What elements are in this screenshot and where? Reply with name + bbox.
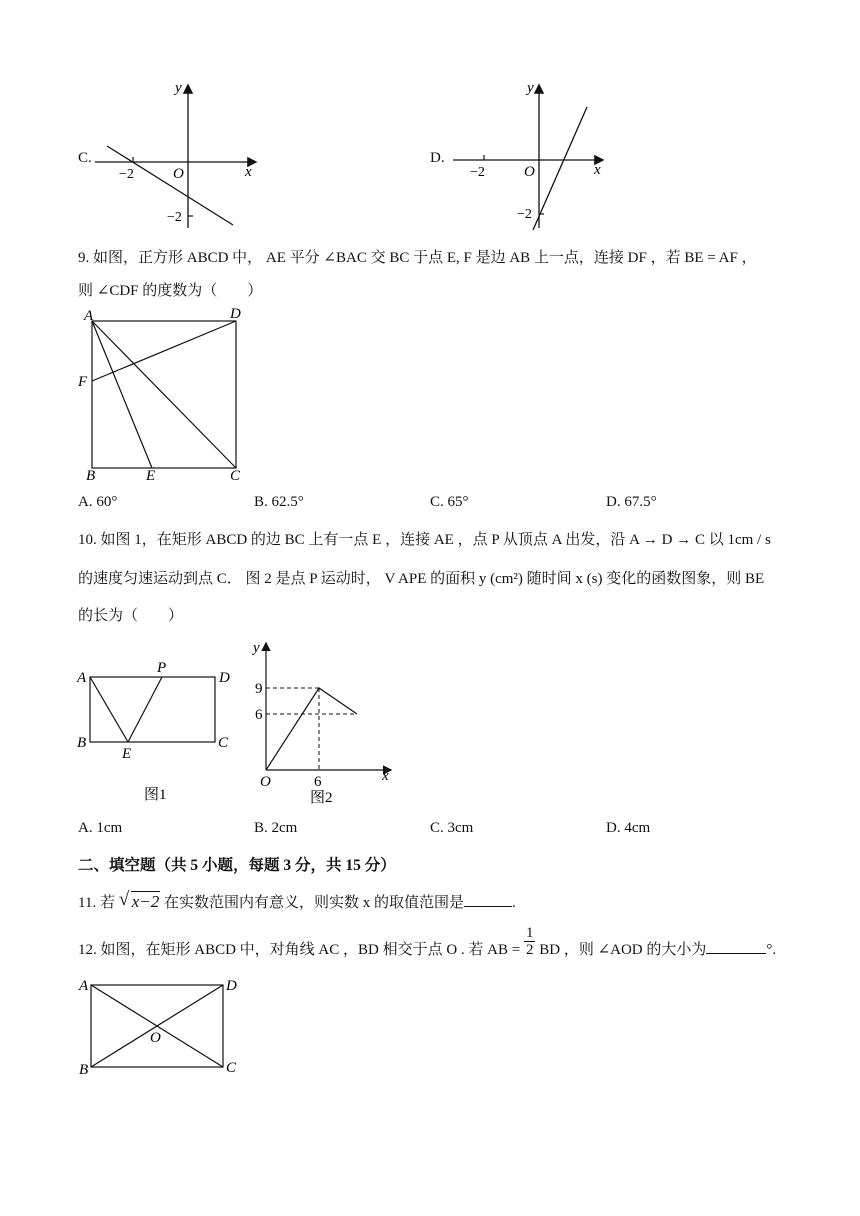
q10-option-c[interactable]: C. 3cm xyxy=(430,820,474,836)
section-2-title: 二、填空题（共 5 小题，每题 3 分，共 15 分） xyxy=(78,857,396,874)
q10-figure-2-graph xyxy=(252,636,397,806)
q12-rectangle-figure xyxy=(76,974,246,1080)
q11-line xyxy=(78,891,516,912)
q10-figure-1 xyxy=(76,656,246,806)
q12-end: °. xyxy=(766,942,777,958)
fraction-numerator: 1 xyxy=(525,925,534,942)
q9-text-line2: 则 ∠CDF 的度数为（ ） xyxy=(78,283,263,299)
x-label: x xyxy=(594,162,601,178)
option-c-label: C. xyxy=(78,150,92,166)
q11-radicand: x−2 xyxy=(131,892,160,911)
x-label: x xyxy=(382,768,389,784)
tick-y-6: 6 xyxy=(255,707,263,723)
x-label: x xyxy=(245,164,252,180)
point-d-label: D xyxy=(230,306,241,322)
point-c-label: C xyxy=(218,735,229,751)
segment-pe xyxy=(128,677,162,742)
graph-option-c xyxy=(95,78,270,233)
q9-square-figure xyxy=(76,302,256,482)
area-function-line xyxy=(266,688,357,770)
tick-y-label: −2 xyxy=(167,210,182,225)
q11-prefix: 11. 若 xyxy=(78,895,115,911)
q12-line xyxy=(78,925,777,959)
q9-option-b[interactable]: B. 62.5° xyxy=(254,494,304,510)
tick-x-label: −2 xyxy=(470,165,485,180)
point-a-label: A xyxy=(77,670,87,686)
point-f-label: F xyxy=(78,374,88,390)
point-d-label: D xyxy=(226,978,237,994)
q10-option-b[interactable]: B. 2cm xyxy=(254,820,298,836)
q10-text-line1: 10. 如图 1，在矩形 ABCD 的边 BC 上有一点 E ，连接 AE ，点 P 从顶点 A 出发，沿 A → D → C 以 1cm / s xyxy=(78,532,771,548)
q10-option-d[interactable]: D. 4cm xyxy=(606,820,651,836)
q10-text-line3: 的长为（ ） xyxy=(78,608,184,624)
q11-end: . xyxy=(512,895,516,911)
graph-option-d xyxy=(450,78,615,238)
q12-mid: BD ，则 ∠AOD 的大小为 xyxy=(539,942,707,958)
q10-option-a[interactable]: A. 1cm xyxy=(78,820,123,836)
point-d-label: D xyxy=(219,670,230,686)
figure-2-caption: 图2 xyxy=(310,790,333,806)
point-b-label: B xyxy=(77,735,87,751)
point-a-label: A xyxy=(84,308,94,324)
point-e-label: E xyxy=(146,468,156,482)
function-line xyxy=(533,107,587,230)
q9-option-d[interactable]: D. 67.5° xyxy=(606,494,657,510)
y-label: y xyxy=(253,640,260,656)
segment-ae xyxy=(92,321,152,468)
fraction-denominator: 2 xyxy=(525,942,534,959)
point-c-label: C xyxy=(230,468,241,482)
q12-answer-blank[interactable] xyxy=(706,939,766,954)
q9-text-line1: 9. 如图，正方形 ABCD 中， AE 平分 ∠BAC 交 BC 于点 E, F 是边 AB 上一点，连接 DF ，若 BE = AF ， xyxy=(78,250,757,266)
point-b-label: B xyxy=(79,1062,89,1078)
q11-answer-blank[interactable] xyxy=(464,892,512,907)
point-e-label: E xyxy=(122,746,132,762)
tick-y-9: 9 xyxy=(255,681,263,697)
y-label: y xyxy=(527,80,534,96)
q12-fraction xyxy=(524,925,536,958)
origin-label: O xyxy=(173,166,184,182)
diagonal-ac xyxy=(92,321,236,468)
origin-label: O xyxy=(524,164,535,180)
segment-df xyxy=(92,321,236,381)
point-c-label: C xyxy=(226,1060,237,1076)
q11-radical: √ x−2 xyxy=(118,889,160,911)
tick-x-label: −2 xyxy=(119,167,134,182)
point-o-label: O xyxy=(150,1030,161,1046)
q9-option-a[interactable]: A. 60° xyxy=(78,494,118,510)
y-label: y xyxy=(175,80,182,96)
segment-ae xyxy=(90,677,128,742)
tick-x-6: 6 xyxy=(314,774,322,790)
tick-y-label: −2 xyxy=(517,207,532,222)
point-p-label: P xyxy=(157,660,167,676)
q9-option-c[interactable]: C. 65° xyxy=(430,494,469,510)
q10-text-line2: 的速度匀速运动到点 C． 图 2 是点 P 运动时， V APE 的面积 y (cm²) 随时间 x (s) 变化的函数图象，则 BE xyxy=(78,571,765,587)
q12-prefix: 12. 如图，在矩形 ABCD 中，对角线 AC ，BD 相交于点 O . 若 AB = xyxy=(78,942,521,958)
point-b-label: B xyxy=(86,468,96,482)
point-a-label: A xyxy=(79,978,89,994)
figure-1-caption: 图1 xyxy=(144,787,167,803)
origin-label: O xyxy=(260,774,271,790)
q11-suffix: 在实数范围内有意义，则实数 x 的取值范围是 xyxy=(163,895,464,911)
option-d-label: D. xyxy=(430,150,445,166)
